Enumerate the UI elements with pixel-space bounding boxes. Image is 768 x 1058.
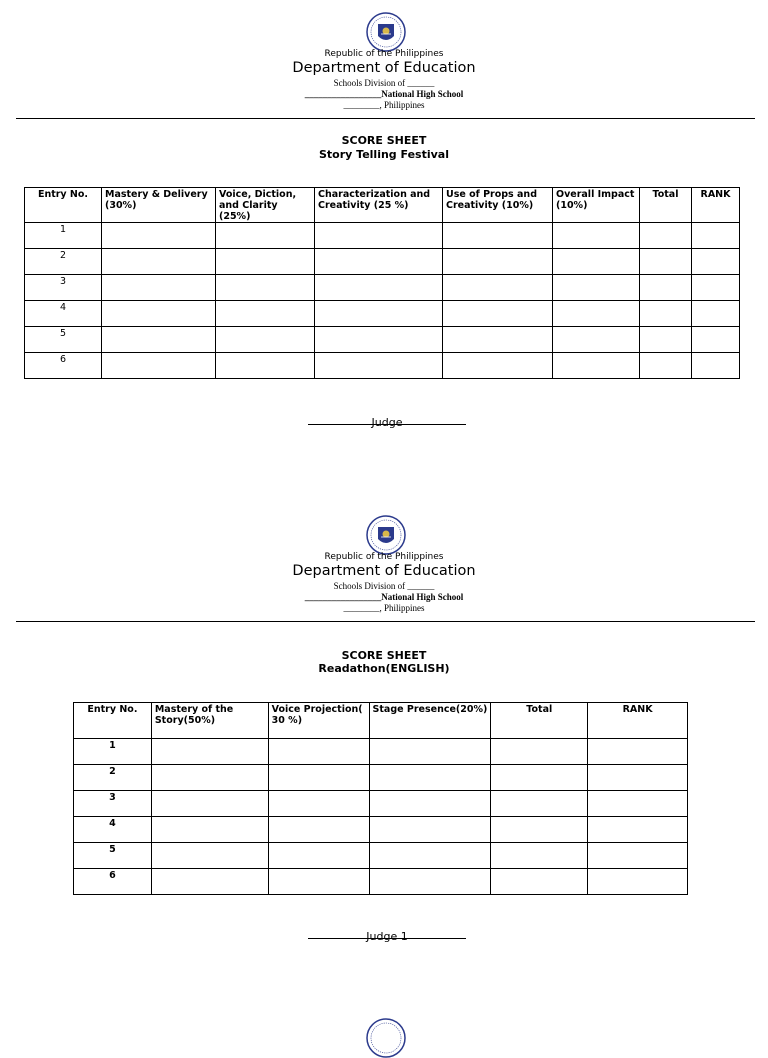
score-cell[interactable] — [102, 301, 216, 327]
entry-number: 1 — [25, 223, 102, 249]
score-cell[interactable] — [443, 327, 553, 353]
column-header: Use of Props and Creativity (10%) — [443, 188, 553, 223]
score-cell[interactable] — [588, 869, 688, 895]
score-cell[interactable] — [268, 817, 369, 843]
score-cell[interactable] — [369, 765, 491, 791]
sheet2-subtitle: Readathon(ENGLISH) — [318, 662, 450, 675]
score-cell[interactable] — [216, 223, 315, 249]
sheet1-score-table — [24, 187, 740, 379]
score-cell[interactable] — [491, 869, 588, 895]
deped-seal-icon — [366, 515, 406, 555]
score-cell[interactable] — [151, 817, 268, 843]
score-cell[interactable] — [268, 765, 369, 791]
score-cell[interactable] — [553, 353, 640, 379]
score-cell[interactable] — [640, 249, 692, 275]
score-cell[interactable] — [102, 223, 216, 249]
score-cell[interactable] — [491, 765, 588, 791]
score-cell[interactable] — [216, 353, 315, 379]
column-header: Total — [491, 703, 588, 739]
table-row — [25, 301, 740, 327]
score-cell[interactable] — [553, 249, 640, 275]
score-cell[interactable] — [315, 249, 443, 275]
score-cell[interactable] — [315, 275, 443, 301]
score-cell[interactable] — [553, 275, 640, 301]
sheet2-judge-signature — [308, 930, 466, 943]
table-row — [74, 739, 688, 765]
score-cell[interactable] — [692, 249, 740, 275]
score-cell[interactable] — [216, 275, 315, 301]
column-header: Voice Projection( 30 %) — [268, 703, 369, 739]
score-cell[interactable] — [268, 739, 369, 765]
column-header: Overall Impact (10%) — [553, 188, 640, 223]
department-title: Department of Education — [292, 563, 476, 579]
score-cell[interactable] — [216, 301, 315, 327]
table-row — [74, 843, 688, 869]
score-cell[interactable] — [588, 739, 688, 765]
score-cell[interactable] — [268, 791, 369, 817]
table-row — [25, 249, 740, 275]
score-cell[interactable] — [216, 249, 315, 275]
entry-number: 2 — [74, 765, 152, 791]
department-title: Department of Education — [292, 60, 476, 76]
score-cell[interactable] — [151, 791, 268, 817]
column-header: Mastery & Delivery (30%) — [102, 188, 216, 223]
score-cell[interactable] — [491, 817, 588, 843]
score-cell[interactable] — [692, 327, 740, 353]
score-cell[interactable] — [443, 223, 553, 249]
score-cell[interactable] — [553, 223, 640, 249]
table-row — [74, 791, 688, 817]
score-cell[interactable] — [315, 353, 443, 379]
score-cell[interactable] — [102, 353, 216, 379]
school-line: _________________National High School — [304, 89, 464, 99]
country-line: ________, Philippines — [343, 100, 425, 110]
table-row — [25, 223, 740, 249]
sheet2-score-table — [73, 702, 688, 895]
score-cell[interactable] — [588, 817, 688, 843]
table-row — [74, 765, 688, 791]
score-cell[interactable] — [369, 869, 491, 895]
table-row — [74, 817, 688, 843]
score-cell[interactable] — [151, 765, 268, 791]
score-cell[interactable] — [216, 327, 315, 353]
entry-number: 1 — [74, 739, 152, 765]
header-divider — [16, 621, 755, 622]
score-cell[interactable] — [102, 275, 216, 301]
score-cell[interactable] — [588, 765, 688, 791]
score-cell[interactable] — [692, 353, 740, 379]
column-header: Characterization and Creativity (25 %) — [315, 188, 443, 223]
score-cell[interactable] — [553, 327, 640, 353]
score-cell[interactable] — [692, 301, 740, 327]
entry-number: 4 — [25, 301, 102, 327]
column-header: Stage Presence(20%) — [369, 703, 491, 739]
judge-label: Judge 1 — [366, 930, 408, 943]
entry-number: 3 — [74, 791, 152, 817]
score-cell[interactable] — [369, 843, 491, 869]
division-line: Schools Division of ______ — [333, 581, 435, 591]
score-cell[interactable] — [443, 353, 553, 379]
entry-number: 2 — [25, 249, 102, 275]
score-cell[interactable] — [640, 301, 692, 327]
score-cell[interactable] — [315, 327, 443, 353]
column-header: Entry No. — [25, 188, 102, 223]
score-cell[interactable] — [692, 275, 740, 301]
column-header: Total — [640, 188, 692, 223]
entry-number: 5 — [25, 327, 102, 353]
score-cell[interactable] — [443, 301, 553, 327]
score-cell[interactable] — [692, 223, 740, 249]
score-cell[interactable] — [151, 869, 268, 895]
sheet1-subtitle: Story Telling Festival — [319, 148, 449, 161]
judge-label: Judge — [371, 416, 403, 429]
score-cell[interactable] — [588, 843, 688, 869]
score-cell[interactable] — [640, 275, 692, 301]
country-line: ________, Philippines — [343, 603, 425, 613]
table-row — [25, 353, 740, 379]
school-line: _________________National High School — [304, 592, 464, 602]
score-cell[interactable] — [151, 843, 268, 869]
score-cell[interactable] — [640, 353, 692, 379]
deped-seal-icon — [366, 12, 406, 52]
score-cell[interactable] — [640, 223, 692, 249]
sheet2-title: SCORE SHEET — [341, 649, 427, 662]
score-cell[interactable] — [443, 249, 553, 275]
table-row — [25, 327, 740, 353]
score-cell[interactable] — [369, 791, 491, 817]
entry-number: 6 — [25, 353, 102, 379]
score-cell[interactable] — [315, 301, 443, 327]
entry-number: 6 — [74, 869, 152, 895]
score-cell[interactable] — [491, 739, 588, 765]
entry-number: 3 — [25, 275, 102, 301]
republic-label: Republic of the Philippines — [324, 552, 444, 562]
score-cell[interactable] — [102, 249, 216, 275]
column-header: Entry No. — [74, 703, 152, 739]
deped-seal-icon — [366, 1018, 406, 1058]
table-row — [74, 869, 688, 895]
sheet1-judge-signature — [308, 416, 466, 429]
score-cell[interactable] — [151, 739, 268, 765]
score-cell[interactable] — [491, 843, 588, 869]
score-cell[interactable] — [268, 843, 369, 869]
score-cell[interactable] — [102, 327, 216, 353]
score-cell[interactable] — [315, 223, 443, 249]
column-header: Mastery of the Story(50%) — [151, 703, 268, 739]
republic-label: Republic of the Philippines — [324, 49, 444, 59]
score-cell[interactable] — [640, 327, 692, 353]
division-line: Schools Division of ______ — [333, 78, 435, 88]
table-row — [25, 275, 740, 301]
score-cell[interactable] — [588, 791, 688, 817]
entry-number: 5 — [74, 843, 152, 869]
entry-number: 4 — [74, 817, 152, 843]
score-cell[interactable] — [491, 791, 588, 817]
column-header: RANK — [692, 188, 740, 223]
column-header: RANK — [588, 703, 688, 739]
column-header: Voice, Diction, and Clarity (25%) — [216, 188, 315, 223]
score-cell[interactable] — [443, 275, 553, 301]
score-cell[interactable] — [553, 301, 640, 327]
sheet1-title: SCORE SHEET — [341, 134, 427, 147]
score-cell[interactable] — [369, 739, 491, 765]
score-cell[interactable] — [369, 817, 491, 843]
score-cell[interactable] — [268, 869, 369, 895]
header-divider — [16, 118, 755, 119]
